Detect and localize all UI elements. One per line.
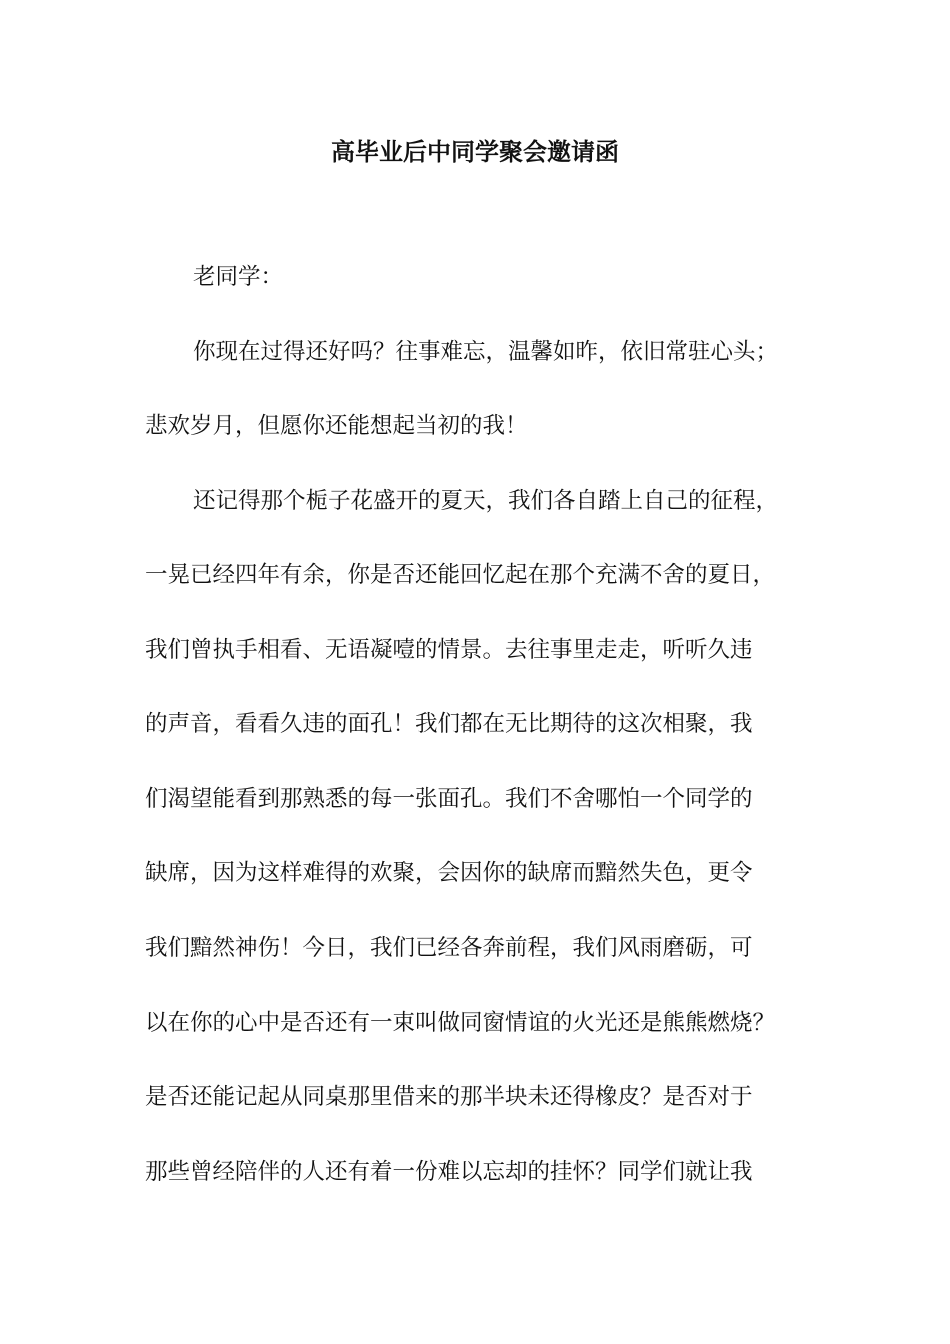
text-line-1: 你现在过得还好吗？往事难忘，温馨如昨，依旧常驻心头； [193,339,779,365]
text-line-6: 的声音，看看久违的面孔！我们都在无比期待的这次相聚，我 [145,711,753,737]
text-line-2: 悲欢岁月，但愿你还能想起当初的我！ [145,413,528,439]
text-line-7: 们渴望能看到那熟悉的每一张面孔。我们不舍哪怕一个同学的 [145,786,753,812]
text-line-5: 我们曾执手相看、无语凝噎的情景。去往事里走走，听听久违 [145,637,753,663]
text-line-12: 那些曾经陪伴的人还有着一份难以忘却的挂怀？同学们就让我 [145,1159,753,1185]
text-line-4: 一晃已经四年有余，你是否还能回忆起在那个充满不舍的夏日， [145,562,776,588]
page-title: 高毕业后中同学聚会邀请函 [331,137,619,166]
text-line-3: 还记得那个栀子花盛开的夏天，我们各自踏上自己的征程， [193,488,779,514]
text-line-9: 我们黯然神伤！今日，我们已经各奔前程，我们风雨磨砺，可 [145,935,753,961]
text-line-10: 以在你的心中是否还有一束叫做同窗情谊的火光还是熊熊燃烧？ [145,1010,776,1036]
text-line-11: 是否还能记起从同桌那里借来的那半块未还得橡皮？是否对于 [145,1084,753,1110]
text-line-8: 缺席，因为这样难得的欢聚，会因你的缺席而黯然失色，更令 [145,860,753,886]
salutation: 老同学： [193,264,284,290]
